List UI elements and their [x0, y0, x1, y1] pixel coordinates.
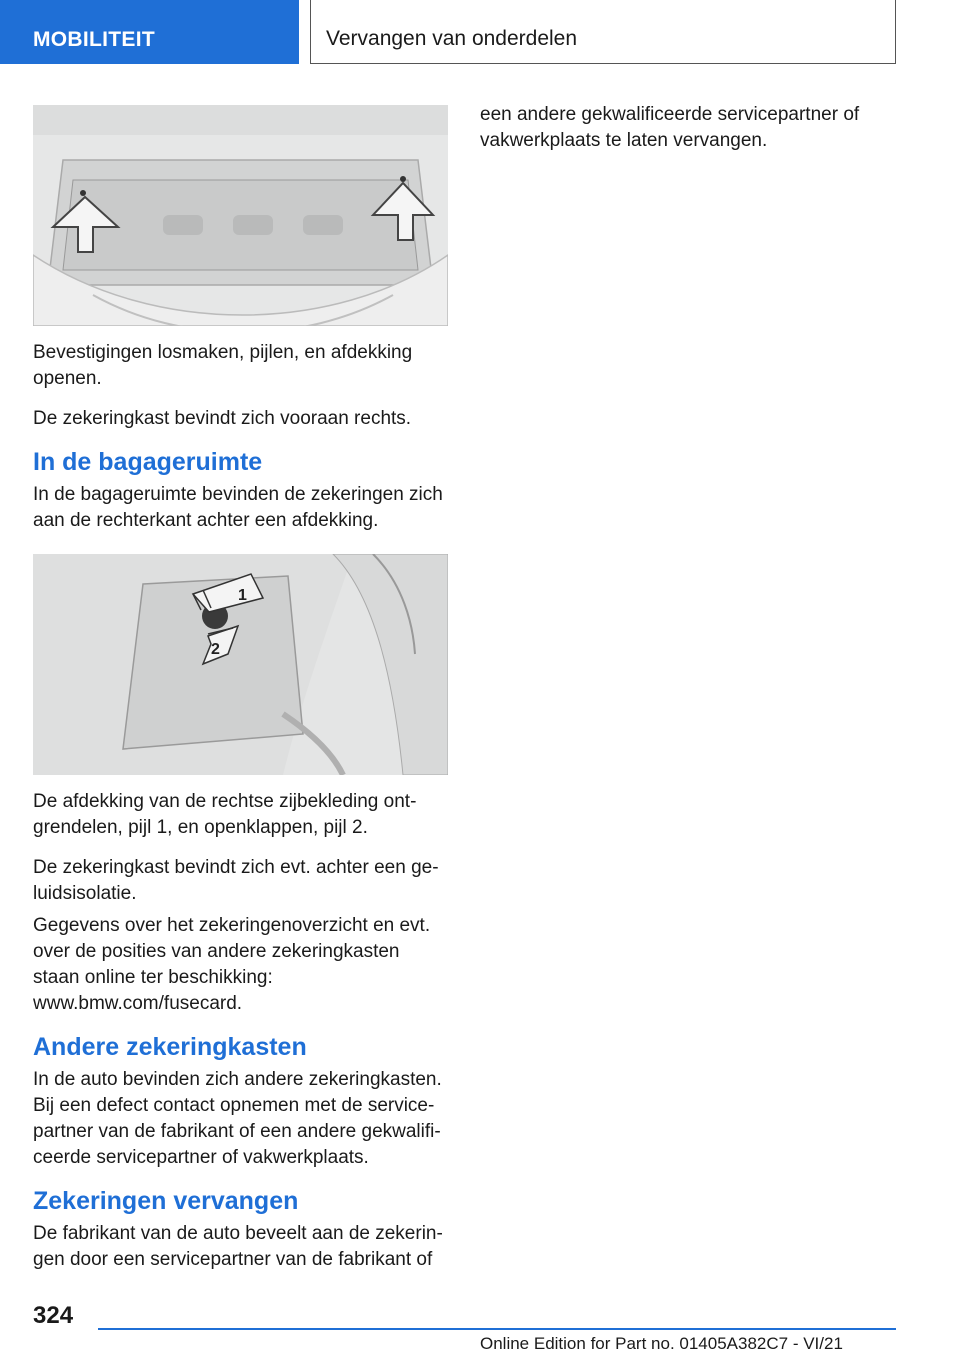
footer-edition: Online Edition for Part no. 01405A382C7 - VI/21	[480, 1334, 843, 1353]
paragraph-front-location: De zekeringkast bevindt zich vooraan rechts.	[33, 408, 412, 429]
chapter-title: MOBILITEIT	[33, 28, 155, 51]
footer-divider	[98, 1328, 896, 1330]
paragraph-replace-fuses: De fabrikant van de auto beveelt aan de zekerin‐gen door een servicepartner van de fabrikant of	[33, 1223, 443, 1270]
chapter-tab	[0, 0, 299, 64]
paragraph-fusecard: Gegevens over het zekeringenoverzicht en evt. over de posities van andere zekeringkasten staan online ter beschikking: www.bmw.com/fusecard.	[33, 915, 431, 1014]
right-column	[480, 105, 900, 154]
heading-luggage-compartment: In de bagageruimte	[33, 448, 263, 476]
arrow-label-2: 2	[211, 641, 220, 658]
figure-front-fuse-cover	[33, 105, 448, 326]
section-title: Vervangen van onderdelen	[326, 27, 578, 50]
front-fuse-cover-illustration	[33, 105, 448, 326]
figure-trunk-cover	[33, 554, 448, 775]
heading-replace-fuses: Zekeringen vervangen	[33, 1187, 299, 1215]
paragraph-insulation: De zekeringkast bevindt zich evt. achter een ge‐luidsisolatie.	[33, 857, 439, 904]
heading-other-fuse-boxes: Andere zekeringkasten	[33, 1033, 307, 1061]
paragraph-luggage-intro: In de bagageruimte bevinden de zekeringen zich aan de rechterkant achter een afdekking.	[33, 484, 443, 531]
arrow-label-1: 1	[238, 587, 247, 604]
left-column	[33, 105, 448, 1273]
paragraph-other-fuse-boxes: In de auto bevinden zich andere zekeringkasten. Bij een defect contact opnemen met de service‐partner van de fabrikant of een andere gekwalifi‐ceerde servicepartner of vakwerkplaats.	[33, 1069, 442, 1168]
section-header	[310, 0, 896, 64]
caption-trunk: De afdekking van de rechtse zijbekleding ont‐grendelen, pijl 1, en openklappen, pijl 2.	[33, 791, 417, 838]
caption-front: Bevestigingen losmaken, pijlen, en afdekking openen.	[33, 342, 413, 389]
trunk-cover-illustration	[33, 554, 448, 775]
page-number: 324	[33, 1302, 74, 1329]
paragraph-continuation: een andere gekwalificeerde servicepartner of vakwerkplaats te laten vervangen.	[480, 104, 860, 151]
